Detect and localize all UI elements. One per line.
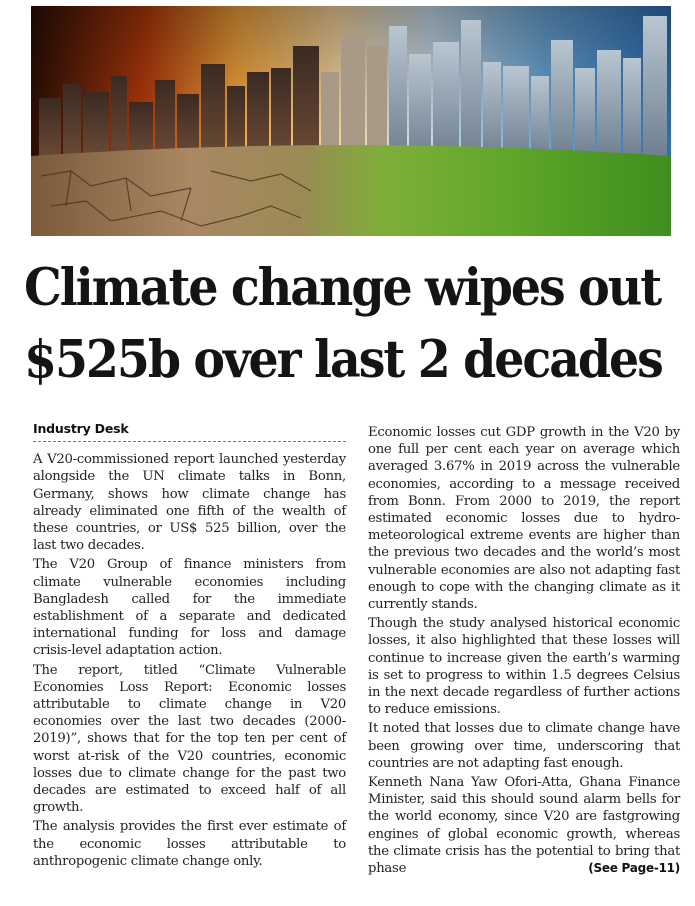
city-drought-green-field-illustration xyxy=(31,6,671,236)
article-paragraph: The analysis provides the first ever estimate of the economic losses attributable to anthropogenic climate change only. xyxy=(33,819,346,869)
closing-paragraph-text: Kenneth Nana Yaw Ofori-Atta, Ghana Finance Minister, said this should sound alarm bells for the world economy, since V20 are fastgrowing engines of global economic growth, whereas the climate crisis has the potential to bring that phase xyxy=(368,775,680,877)
article-paragraph: The report, titled “Climate Vulnerable Economies Loss Report: Economic losses attributable to climate change in V20 economies over the last two decades (2000-2019)”, shows that for the top ten per cent of worst at-risk of the V20 countries, economic losses due to climate change for the past two decades are estimated to exceed half of all growth. xyxy=(33,662,346,816)
article-paragraph: A V20-commissioned report launched yesterday alongside the UN climate talks in Bonn, Germany, shows how climate change has already eliminated one fifth of the wealth of these countries, or US$ 525 billion, over the last two decades. xyxy=(33,452,346,554)
headline-line-1: Climate change wipes out xyxy=(24,258,661,318)
climate-contrast-photo xyxy=(31,6,671,236)
byline: Industry Desk xyxy=(33,420,346,442)
left-column xyxy=(33,420,346,872)
article-paragraph: The V20 Group of finance ministers from climate vulnerable economies including Bangladesh called for the immediate establishment of a separate and dedicated international funding for loss and damage crisis-level adaptation action. xyxy=(33,557,346,659)
article-paragraph: Though the study analysed historical economic losses, it also highlighted that these losses will continue to increase given the earth’s warming is set to progress to within 1.5 degrees Celsius in the next decade regardless of further actions to reduce emissions. xyxy=(368,616,680,718)
continuation-link[interactable]: (See Page-11) xyxy=(588,861,680,876)
headline xyxy=(24,252,662,396)
headline-line-2: $525b over last 2 decades xyxy=(24,330,662,390)
right-column xyxy=(368,424,680,879)
article-paragraph xyxy=(368,774,680,877)
article-paragraph: It noted that losses due to climate change have been growing over time, underscoring that countries are not adapting fast enough. xyxy=(368,721,680,771)
article-paragraph: Economic losses cut GDP growth in the V20 by one full per cent each year on average which averaged 3.67% in 2019 across the vulnerable economies, according to a message received from Bonn. From 2000 to 2019, the report estimated economic losses due to hydro-meteorological extreme events are higher than the previous two decades and the world’s most vulnerable economies are also not adapting fast enough to cope with the changing climate as it currently stands. xyxy=(368,425,680,613)
